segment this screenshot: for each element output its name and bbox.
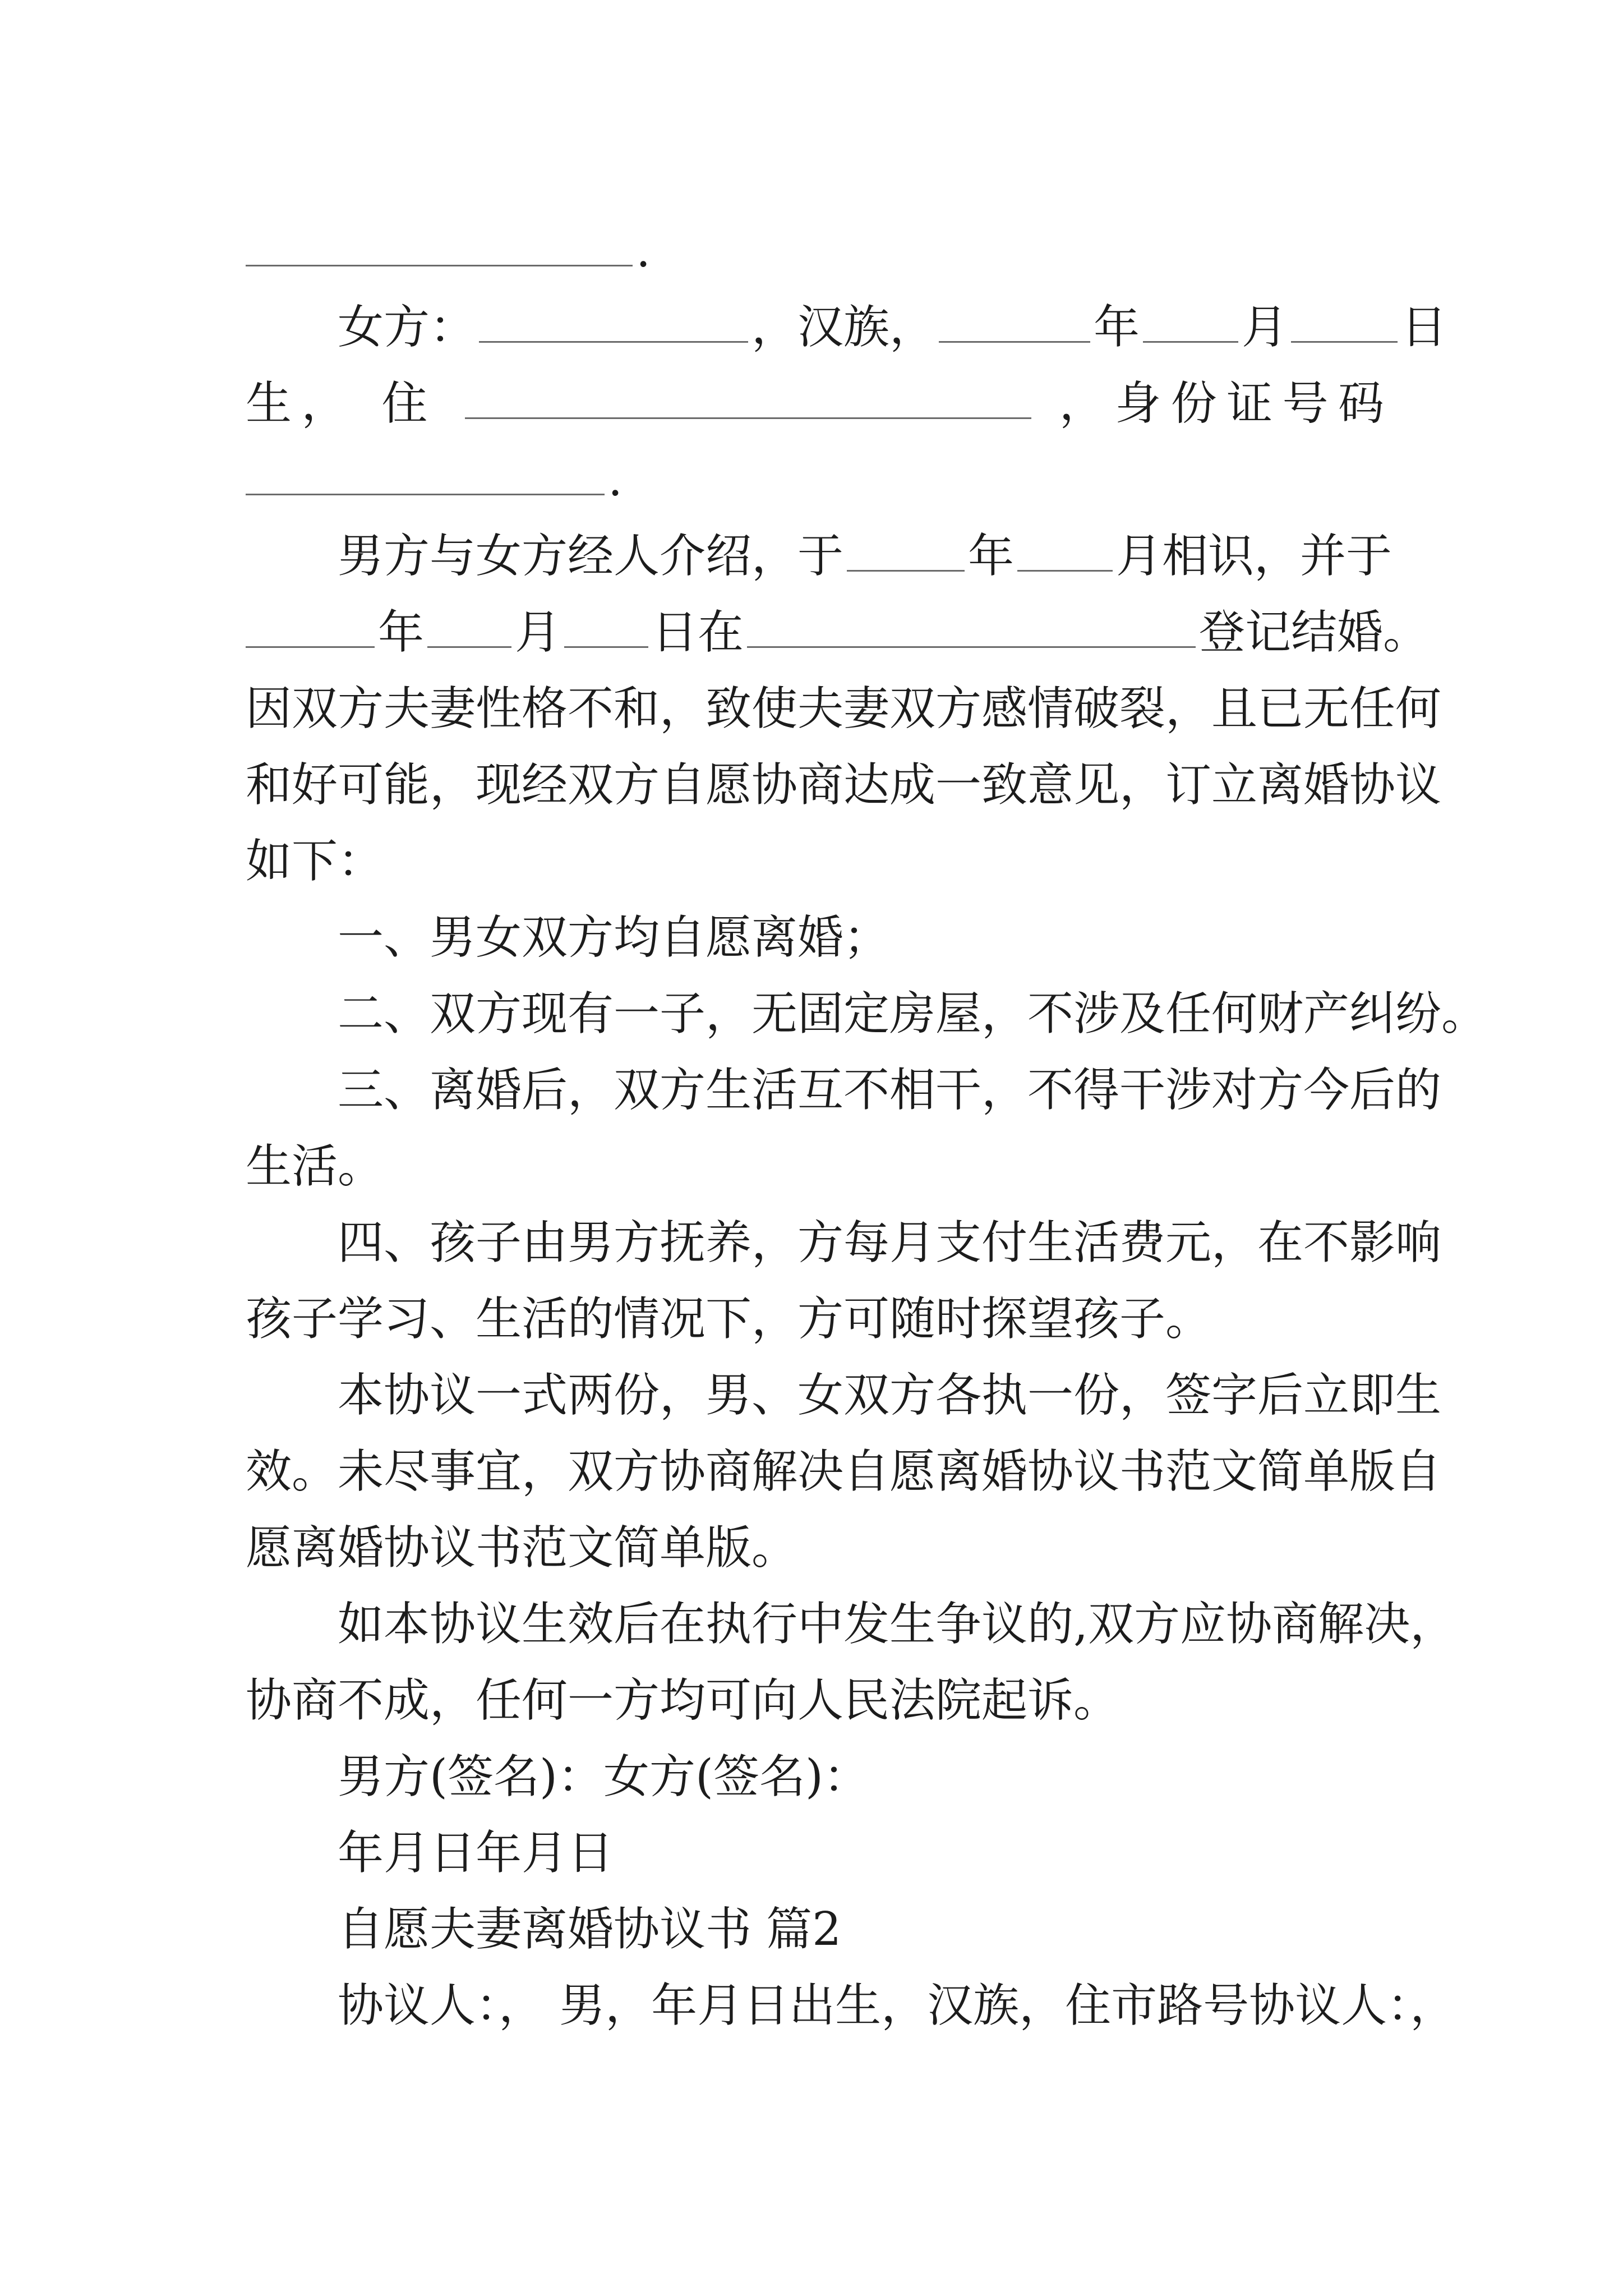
signature-line: 男方(签名)：女方(签名)： [338,1750,869,1803]
registration-line [246,595,1430,671]
female-name-blank[interactable] [479,306,748,343]
female-ethnic: ，汉族， [751,301,936,354]
blank-field[interactable] [246,230,633,266]
paragraph-line: 和好可能，现经双方自愿协商达成一致意见，订立离婚协议 [246,758,1442,812]
reg-year-blank[interactable] [246,611,375,648]
female-born-label: 生， [246,377,357,430]
id-line-end: . [608,453,623,507]
agreement-parties-line: 协议人：， 男，年月日出生，汉族，住市路号协议人：， [338,1979,1456,2032]
intro-line [246,518,1393,595]
clause-3-line-2: 生活。 [246,1140,384,1193]
intro-year-blank[interactable] [847,535,965,572]
copies-line-1: 本协议一式两份，男、女双方各执一份，签字后立即生 [338,1369,1442,1422]
intro-year-label: 年 [968,530,1015,583]
female-month-label: 月 [1242,301,1288,354]
copies-line-3: 愿离婚协议书范文简单版。 [246,1521,798,1575]
agreement-body [246,213,1488,2044]
reg-end-label: 登记结婚。 [1199,606,1430,659]
female-info-line [246,289,1447,366]
female-year-blank[interactable] [939,306,1090,343]
intro-month-label: 月相识，并于 [1116,530,1393,583]
top-blank-line [246,213,1384,289]
intro-text: 男方与女方经人介绍，于 [338,530,844,583]
paragraph-line: 因双方夫妻性格不和，致使夫妻双方感情破裂，且已无任何 [246,682,1442,735]
date-line: 年月日年月日 [338,1826,614,1880]
female-month-blank[interactable] [1143,306,1238,343]
reg-day-blank[interactable] [564,611,648,648]
female-year-label: 年 [1094,301,1140,354]
reg-month-label: 月 [515,606,561,659]
reg-year-label: 年 [378,606,425,659]
clause-4-line-2: 孩子学习、生活的情况下，方可随时探望孩子。 [246,1292,1212,1346]
female-live-label: 住 [381,377,437,430]
intro-month-blank[interactable] [1017,535,1113,572]
clause-4-line-1: 四、孩子由男方抚养，方每月支付生活费元，在不影响 [338,1216,1442,1269]
dispute-line-2: 协商不成，任何一方均可向人民法院起诉。 [246,1674,1120,1727]
reg-day-label: 日在 [652,606,744,659]
clause-3-line-1: 三、离婚后，双方生活互不相干，不得干涉对方今后的 [338,1064,1442,1117]
female-id-label: ，身份证号码 [1059,377,1384,430]
female-id-blank[interactable] [246,459,605,495]
dispute-line-1: 如本协议生效后在执行中发生争议的,双方应协商解决， [338,1598,1456,1651]
female-address-blank[interactable] [465,383,1031,419]
clause-2: 二、双方现有一子，无固定房屋，不涉及任何财产纠纷。 [338,987,1488,1041]
reg-month-blank[interactable] [427,611,511,648]
female-address-line [246,366,1384,442]
female-day-label: 日 [1401,301,1447,354]
female-day-blank[interactable] [1291,306,1398,343]
female-label: 女方： [338,301,476,354]
paragraph-line: 如下： [246,835,384,888]
top-line-end: . [636,224,651,278]
copies-line-2: 效。未尽事宜，双方协商解决自愿离婚协议书范文简单版自 [246,1445,1442,1498]
clause-1: 一、男女双方均自愿离婚； [338,911,890,964]
reg-place-blank[interactable] [747,611,1196,648]
section-title: 自愿夫妻离婚协议书 篇2 [338,1903,842,1956]
id-blank-line [246,442,1384,518]
